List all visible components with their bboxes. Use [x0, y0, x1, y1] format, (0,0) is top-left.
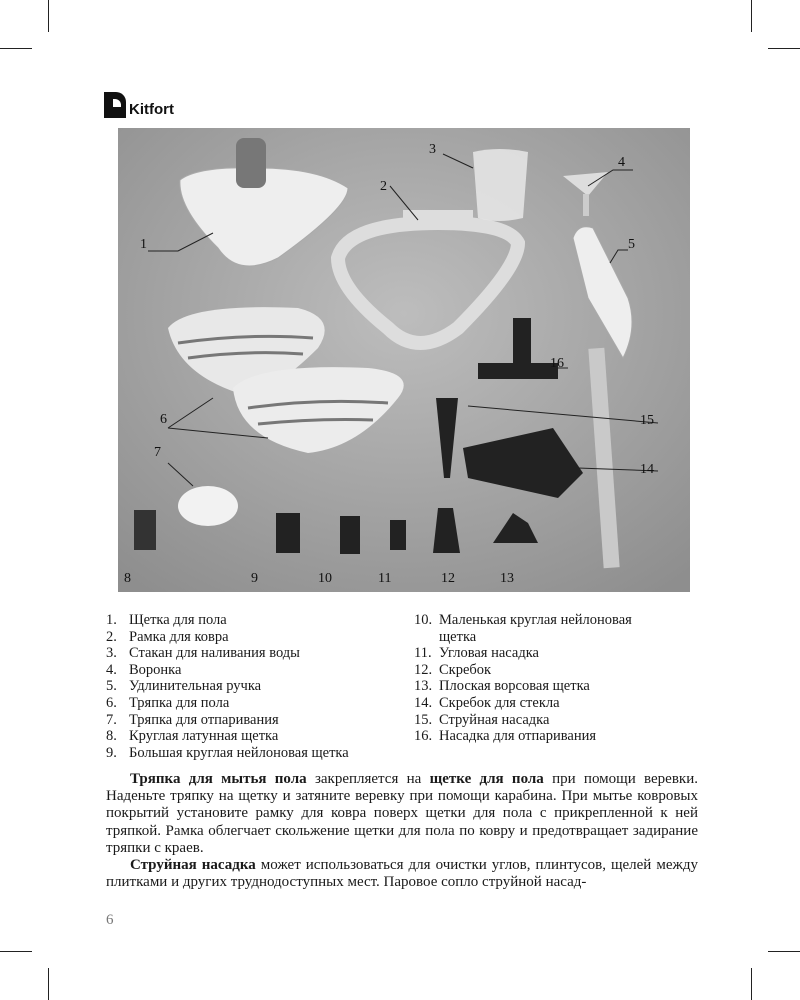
- item-label: Насадка для отпаривания: [439, 728, 597, 745]
- crop-mark: [751, 0, 752, 32]
- crop-mark: [48, 968, 49, 1000]
- item-number: 6.: [106, 694, 117, 711]
- list-item: [414, 645, 684, 662]
- item-number: 14.: [414, 694, 433, 711]
- list-item: [106, 612, 349, 629]
- list-item: [414, 678, 684, 695]
- callout-1: 1: [140, 237, 147, 252]
- item-number: 13.: [414, 678, 433, 695]
- item-label: Рамка для ковра: [129, 628, 229, 645]
- item-label: Удлинительная ручка: [129, 678, 262, 695]
- crop-mark: [768, 951, 800, 952]
- list-item: [106, 678, 349, 695]
- paragraph: [106, 771, 698, 857]
- list-item: [106, 662, 349, 679]
- callout-16: 16: [550, 356, 564, 371]
- callout-8: 8: [124, 571, 131, 586]
- crop-mark: [751, 968, 752, 1000]
- item-number: 2.: [106, 628, 117, 645]
- brand-name: Kitfort: [129, 101, 174, 118]
- item-number: 5.: [106, 678, 117, 695]
- list-item: [106, 728, 349, 745]
- crop-mark: [0, 48, 32, 49]
- callout-6: 6: [160, 412, 167, 427]
- item-label: Плоская ворсовая щетка: [439, 678, 590, 695]
- callout-7: 7: [154, 445, 161, 460]
- page-number: 6: [106, 912, 114, 928]
- item-label: Большая круглая нейлоновая щетка: [129, 744, 349, 761]
- callout-15: 15: [640, 413, 654, 428]
- list-item: [106, 745, 349, 762]
- item-label: Тряпка для отпаривания: [129, 711, 279, 728]
- callout-10: 10: [318, 571, 332, 586]
- logo-icon: [104, 92, 126, 118]
- item-label: Круглая латунная щетка: [129, 728, 279, 745]
- list-item: [106, 695, 349, 712]
- item-label: Угловая насадка: [439, 645, 539, 662]
- accessories-photo: [118, 128, 690, 592]
- item-number: 3.: [106, 645, 117, 662]
- text: закрепляется на: [306, 771, 430, 787]
- list-item: [414, 728, 684, 745]
- parts-list-right: [414, 612, 684, 745]
- term: щетке для пола: [429, 771, 544, 787]
- item-label: Маленькая круглая нейлоновая щетка: [439, 612, 632, 645]
- item-label: Воронка: [129, 661, 182, 678]
- callout-2: 2: [380, 179, 387, 194]
- item-number: 16.: [414, 728, 433, 745]
- callout-14: 14: [640, 462, 654, 477]
- item-label: Стакан для наливания воды: [129, 645, 300, 662]
- item-number: 15.: [414, 711, 433, 728]
- item-number: 11.: [414, 645, 432, 662]
- crop-mark: [768, 48, 800, 49]
- crop-mark: [0, 951, 32, 952]
- callout-9: 9: [251, 571, 258, 586]
- parts-list-left: [106, 612, 349, 761]
- item-number: 10.: [414, 612, 433, 628]
- item-number: 1.: [106, 612, 117, 628]
- body-text: [106, 771, 698, 891]
- text: при помощи веревки. Наденьте тряпку на щетку и затяните веревку при помощи карабина. При мытье ковровых покрытий установите рамку для ковра поверх щетки для пола с прикрепленной к ней тряпкой. Рамка облегчает скольжение щетки для пола по ковру и предотвращает задирание тряпки с краев.: [106, 771, 698, 856]
- list-item: [106, 645, 349, 662]
- callout-12: 12: [441, 571, 455, 586]
- item-number: 8.: [106, 728, 117, 745]
- item-label: Тряпка для пола: [129, 694, 230, 711]
- item-label: Струйная насадка: [439, 711, 550, 728]
- crop-mark: [48, 0, 49, 32]
- callout-5: 5: [628, 237, 635, 252]
- item-number: 9.: [106, 744, 117, 761]
- term: Тряпка для мытья пола: [130, 771, 307, 787]
- list-item: [414, 712, 684, 729]
- paragraph: [106, 857, 698, 891]
- item-number: 7.: [106, 711, 117, 728]
- term: Струйная насадка: [130, 857, 256, 874]
- list-item: [414, 612, 684, 645]
- item-label: Скребок: [439, 661, 492, 678]
- list-item: [106, 712, 349, 729]
- item-number: 12.: [414, 661, 433, 678]
- brand-logo: [104, 92, 174, 118]
- item-label: Щетка для пола: [129, 612, 227, 628]
- callout-3: 3: [429, 142, 436, 157]
- item-number: 4.: [106, 661, 117, 678]
- text: может использоваться для очистки углов, плинтусов, щелей между плитками и других труднодоступных мест. Паровое сопло струйной насад-: [106, 857, 698, 891]
- list-item: [106, 629, 349, 646]
- item-label: Скребок для стекла: [439, 694, 560, 711]
- list-item: [414, 662, 684, 679]
- callout-4: 4: [618, 155, 625, 170]
- callout-11: 11: [378, 571, 392, 586]
- list-item: [414, 695, 684, 712]
- callout-13: 13: [500, 571, 514, 586]
